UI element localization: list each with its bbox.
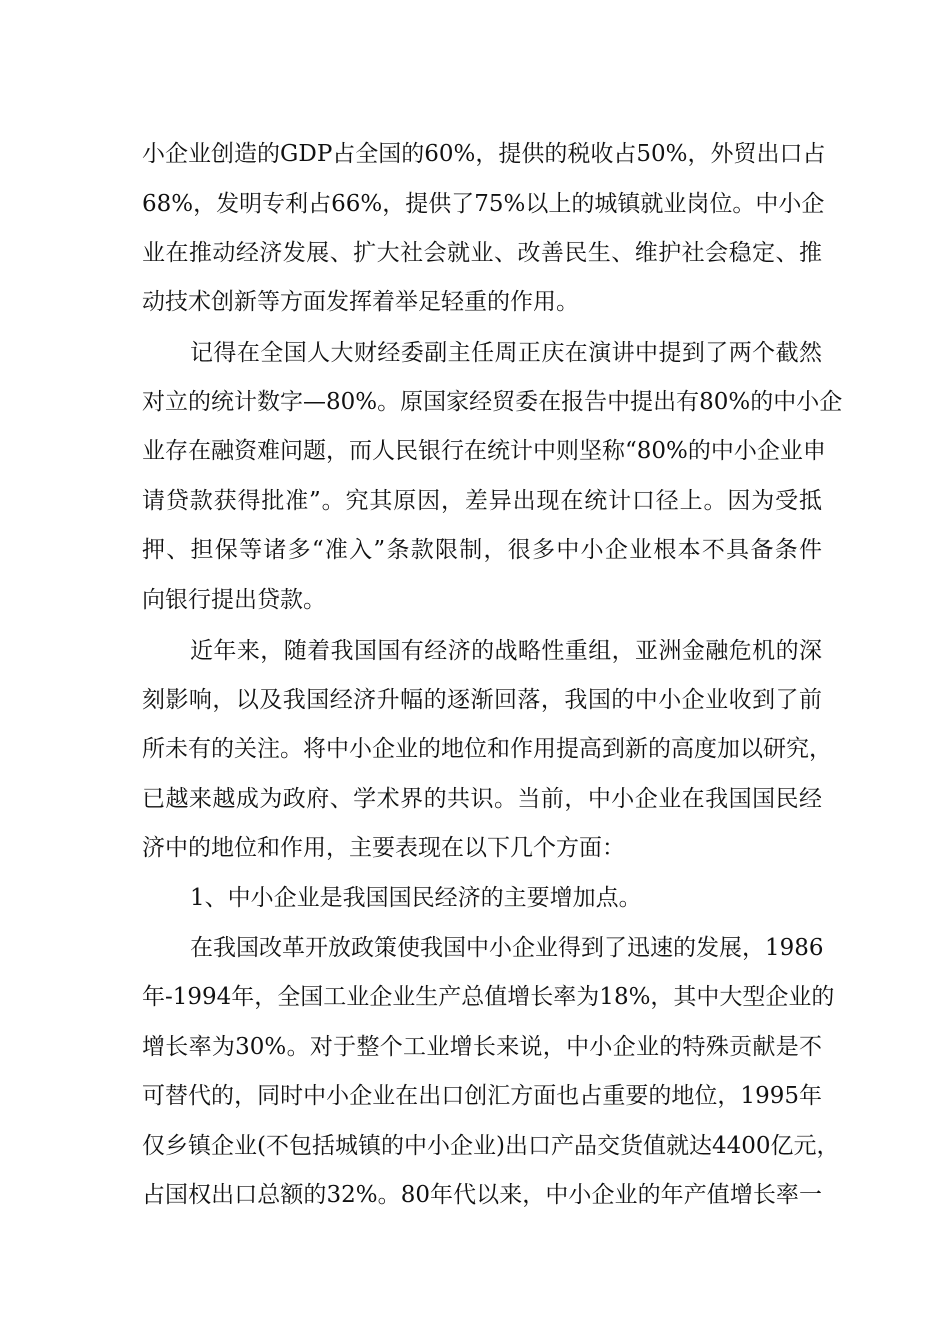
text-line: 所未有的关注。将中小企业的地位和作用提高到新的高度加以研究， [142, 736, 832, 762]
text-line: 已越来越成为政府、学术界的共识。当前，中小企业在我国国民经 [142, 786, 822, 812]
text-line: 占国权出口总额的32%。80年代以来，中小企业的年产值增长率一 [142, 1182, 822, 1208]
section-heading: 1、中小企业是我国国民经济的主要增加点。 [190, 885, 642, 911]
text-line: 动技术创新等方面发挥着举足轻重的作用。 [142, 289, 579, 315]
text-line: 记得在全国人大财经委副主任周正庆在演讲中提到了两个截然 [190, 340, 822, 366]
text-line: 押、担保等诸多“准入”条款限制，很多中小企业根本不具备条件 [142, 537, 822, 563]
text-line: 仅乡镇企业(不包括城镇的中小企业)出口产品交货值就达4400亿元， [142, 1133, 840, 1159]
text-line: 近年来，随着我国国有经济的战略性重组，亚洲金融危机的深 [190, 638, 822, 664]
text-line: 可替代的，同时中小企业在出口创汇方面也占重要的地位，1995年 [142, 1083, 822, 1109]
text-line: 向银行提出贷款。 [142, 587, 326, 613]
text-line: 对立的统计数字—80%。原国家经贸委在报告中提出有80%的中小企 [142, 389, 843, 415]
text-line: 增长率为30%。对于整个工业增长来说，中小企业的特殊贡献是不 [142, 1034, 822, 1060]
text-line: 济中的地位和作用，主要表现在以下几个方面： [142, 835, 625, 861]
text-line: 业在推动经济发展、扩大社会就业、改善民生、维护社会稳定、推 [142, 240, 822, 266]
text-line: 刻影响，以及我国经济升幅的逐渐回落，我国的中小企业收到了前 [142, 687, 822, 713]
text-line: 68%，发明专利占66%，提供了75%以上的城镇就业岗位。中小企 [142, 191, 825, 217]
text-line: 年-1994年，全国工业企业生产总值增长率为18%，其中大型企业的 [142, 984, 835, 1010]
text-line: 请贷款获得批准”。究其原因，差异出现在统计口径上。因为受抵 [142, 488, 822, 514]
text-line: 业存在融资难问题，而人民银行在统计中则坚称“80%的中小企业申 [142, 438, 826, 464]
text-line: 小企业创造的GDP占全国的60%，提供的税收占50%，外贸出口占 [142, 141, 826, 167]
text-line: 在我国改革开放政策使我国中小企业得到了迅速的发展，1986 [190, 935, 824, 961]
